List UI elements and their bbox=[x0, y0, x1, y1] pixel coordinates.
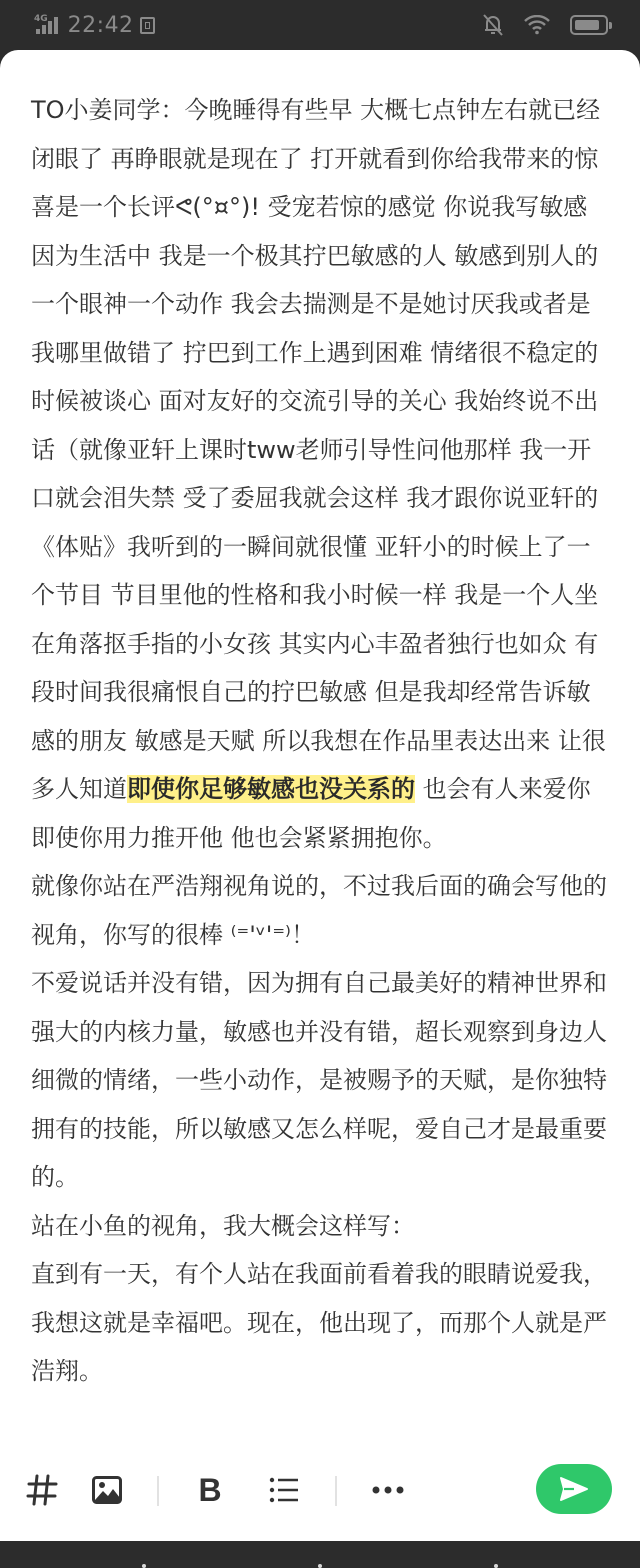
more-icon bbox=[372, 1486, 404, 1494]
toolbar-divider bbox=[157, 1476, 159, 1506]
format-toolbar bbox=[0, 1452, 640, 1532]
list-button[interactable] bbox=[262, 1468, 306, 1512]
mute-bell-icon bbox=[482, 13, 504, 37]
insert-image-button[interactable] bbox=[85, 1468, 129, 1512]
status-left bbox=[34, 10, 155, 40]
nav-hint-dot bbox=[142, 1564, 146, 1568]
status-right bbox=[482, 12, 608, 38]
paragraph-text: TO小姜同学：今晚睡得有些早 大概七点钟左右就已经闭眼了 再睁眼就是现在了 打开就看到你给我带来的惊喜是一个长评ᕙ(°¤°)! 受宠若惊的感觉 你说我写敏感 因为生活中 我是一个极其拧巴敏感的人 敏感到别人的一个眼神一个动作 我会去揣测是不是她讨厌我或者是我哪里做错了 拧巴到工作上遇到困难 情绪很不稳定的时候被谈心 面对友好的交流引导的关心 我始终说不出话（就像亚轩上课时tww老师引导性问他那样 我一开口就会泪失禁 受了委屈我就会这样 我才跟你说亚轩的《体贴》我听到的一瞬间就很懂 亚轩小的时候上了一个节目 节目里他的性格和我小时候一样 我是一个人坐在角落抠手指的小女孩 其实内心丰盈者独行也如众 有段时间我很痛恨自己的拧巴敏感 但是我却经常告诉敏感的朋友 敏感是天赋 所以我想在作品里表达出来 让很多人知道 bbox=[31, 96, 606, 803]
sim-icon bbox=[140, 17, 155, 34]
note-paragraph: 不爱说话并没有错，因为拥有自己最美好的精神世界和强大的内核力量，敏感也并没有错，超长观察到身边人细微的情绪，一些小动作，是被赐予的天赋，是你独特拥有的技能，所以敏感又怎么样呢，爱自己才是最重要的。 bbox=[31, 969, 607, 1191]
hash-icon bbox=[25, 1473, 59, 1507]
note-paragraph: 直到有一天，有个人站在我面前看着我的眼睛说爱我，我想这就是幸福吧。现在，他出现了，而那个人就是严浩翔。 bbox=[31, 1260, 607, 1385]
nav-hint-dot bbox=[318, 1564, 322, 1568]
note-body[interactable] bbox=[31, 86, 611, 1396]
send-icon bbox=[559, 1476, 589, 1502]
clock: 22:42 bbox=[67, 12, 134, 38]
wifi-icon bbox=[524, 15, 550, 35]
list-icon bbox=[269, 1476, 299, 1504]
note-paragraph: 站在小鱼的视角，我大概会这样写： bbox=[31, 1211, 415, 1240]
battery-level bbox=[575, 20, 599, 30]
image-icon bbox=[92, 1476, 122, 1504]
network-type: 4G bbox=[34, 13, 48, 24]
hash-tag-button[interactable] bbox=[20, 1468, 64, 1512]
note-paragraph bbox=[31, 86, 611, 862]
note-paragraph: 就像你站在严浩翔视角说的，不过我后面的确会写他的视角，你写的很棒 ⁽⁼'ᵛ'⁼⁾！ bbox=[31, 872, 607, 949]
toolbar-divider bbox=[335, 1476, 337, 1506]
status-bar bbox=[0, 0, 640, 50]
battery-icon bbox=[570, 15, 608, 35]
bold-label: B bbox=[198, 1471, 222, 1508]
signal-icon bbox=[34, 13, 62, 34]
more-button[interactable] bbox=[366, 1468, 410, 1512]
nav-hint-dot bbox=[494, 1564, 498, 1568]
highlighted-text: 即使你足够敏感也没关系的 bbox=[127, 775, 415, 803]
send-button[interactable] bbox=[536, 1464, 612, 1514]
bold-button[interactable] bbox=[188, 1468, 232, 1512]
note-editor-sheet bbox=[0, 50, 640, 1541]
paragraph-text: 也会有人来爱你 即使你用力推开他 他也会紧紧拥抱你。 bbox=[31, 775, 591, 852]
